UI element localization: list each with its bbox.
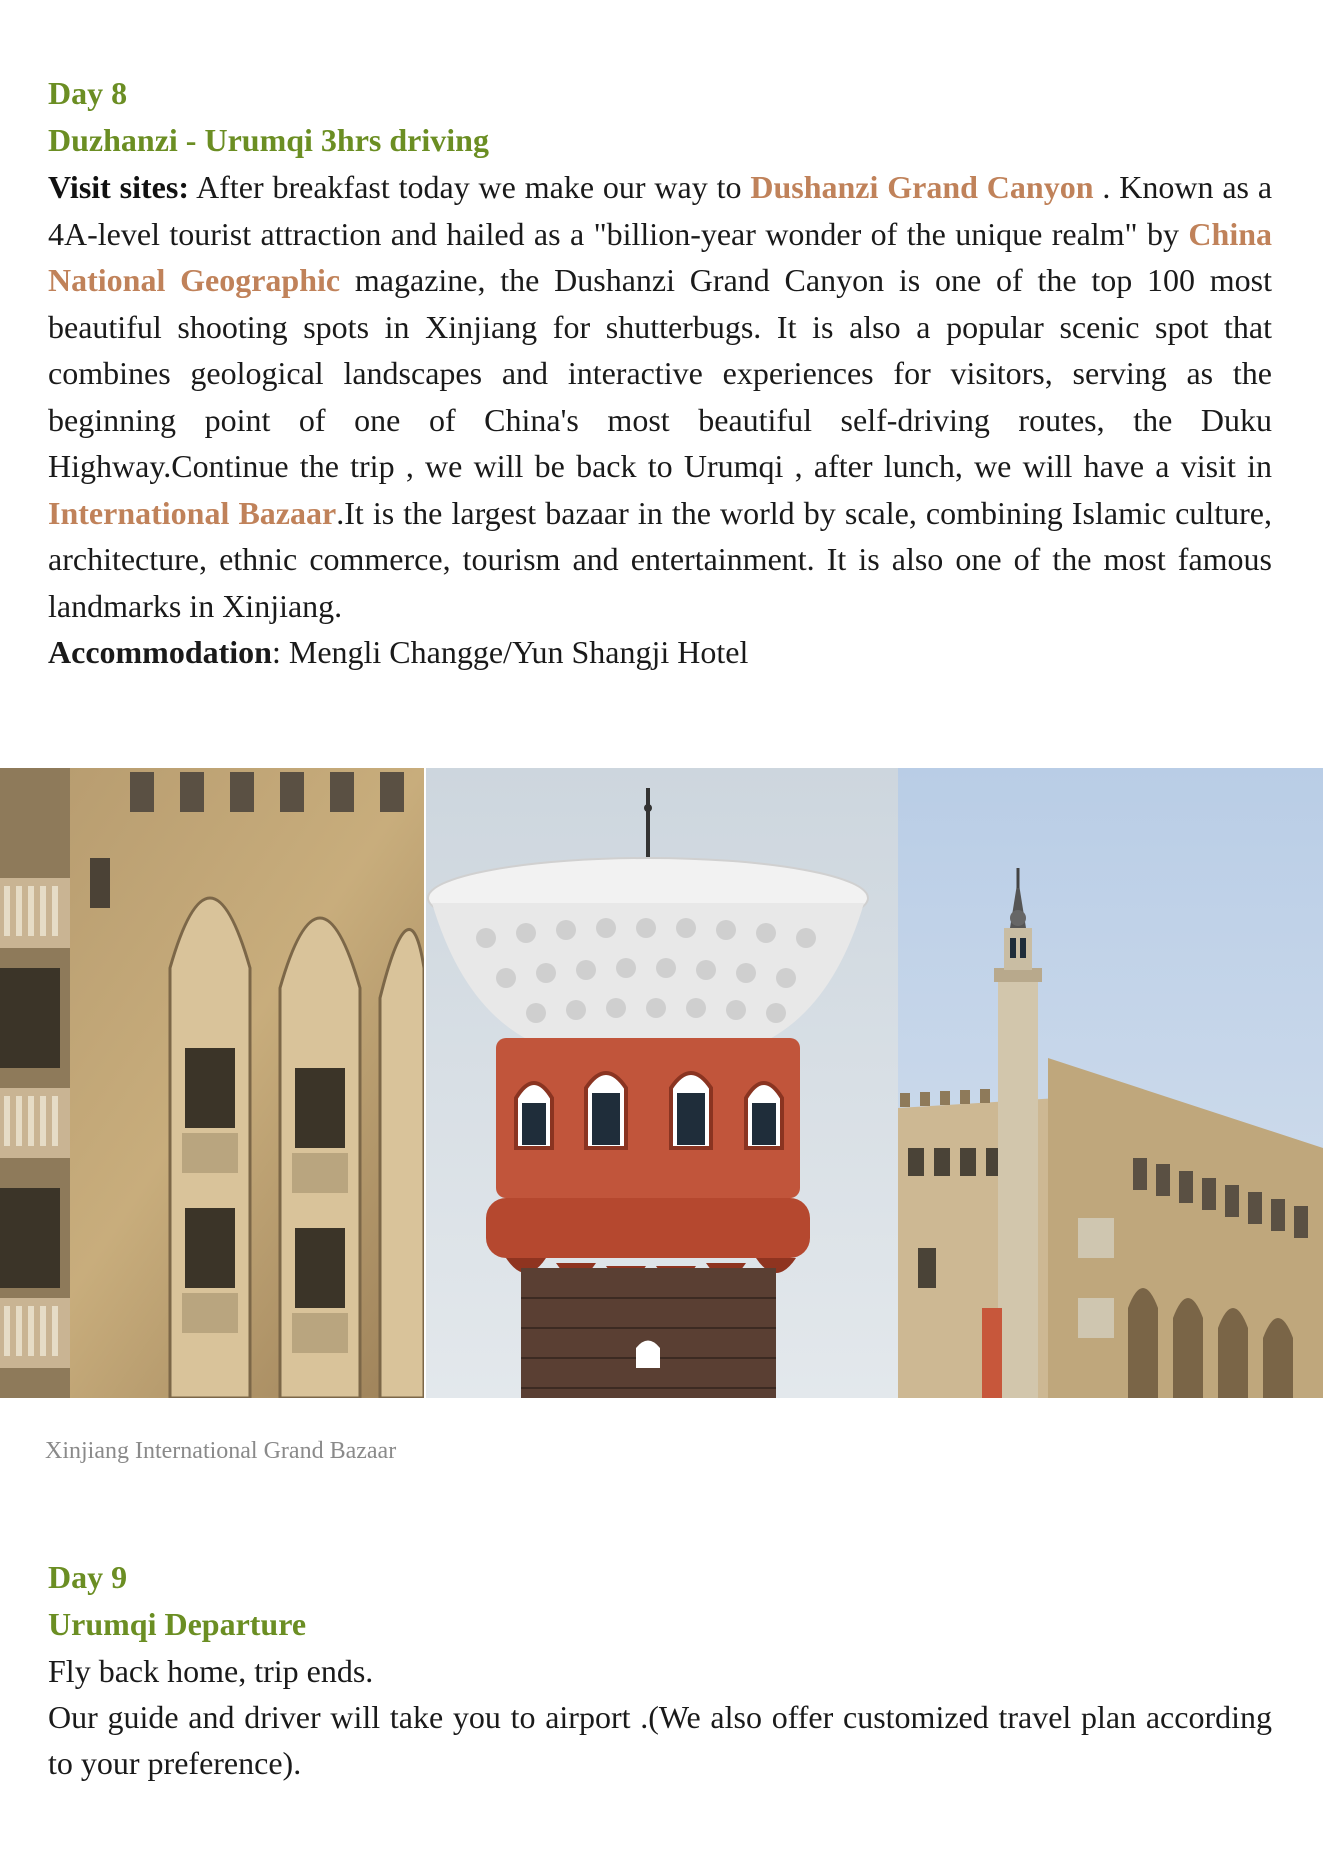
accommodation-line (48, 629, 1272, 675)
day-9-label: Day 9 (48, 1559, 128, 1595)
day-9-route: Urumqi Departure (48, 1606, 307, 1642)
day-9-line-2: Our guide and driver will take you to airport .(We also offer customized travel plan according to your preference). (48, 1699, 1272, 1781)
accommodation-label: Accommodation (48, 634, 272, 670)
photo-strip (0, 768, 1323, 1398)
day-9-line-1: Fly back home, trip ends. (48, 1653, 374, 1689)
photo-bazaar-building (898, 768, 1323, 1398)
desc-text-4: .It is the largest bazaar in the world by scale, combining Islamic culture, architecture, ethnic commerce, tourism and entertainment. It is also one of the most famous landmarks in Xinjiang. (48, 494, 1273, 624)
day-9-section (48, 1554, 1272, 1786)
visit-sites-label: Visit sites: (48, 169, 189, 205)
photo-caption: Xinjiang International Grand Bazaar (45, 1438, 397, 1464)
day-8-description (48, 164, 1272, 629)
highlight-dushanzi-grand-canyon: Dushanzi Grand Canyon (750, 169, 1094, 205)
day-8-section (48, 70, 1272, 675)
desc-text-1: After breakfast today we make our way to (189, 169, 751, 205)
day-8-label: Day 8 (48, 75, 128, 111)
photo-bazaar-facade (0, 768, 424, 1398)
accommodation-value: : Mengli Changge/Yun Shangji Hotel (271, 634, 749, 670)
photo-minaret-tower (426, 768, 898, 1398)
desc-text-3: magazine, the Dushanzi Grand Canyon is one of the top 100 most beautiful shooting spots in Xinjiang for shutterbugs. It is also a popular scenic spot that combines geological landscapes and interactive experiences for visitors, serving as the beginning point of one of China's most beautiful self-driving routes, the Duku Highway.Continue the trip , we will be back to Urumqi , after lunch, we will have a visit in (48, 262, 1273, 484)
desc-text-2: . Known as a 4A-level tourist attraction and hailed as a "billion-year wonder of the unique realm" by (48, 169, 1273, 252)
highlight-international-bazaar: International Bazaar (48, 494, 337, 531)
day-8-route: Duzhanzi - Urumqi 3hrs driving (48, 122, 489, 158)
highlight-china-national-geographic: China National Geographic (48, 215, 1272, 298)
